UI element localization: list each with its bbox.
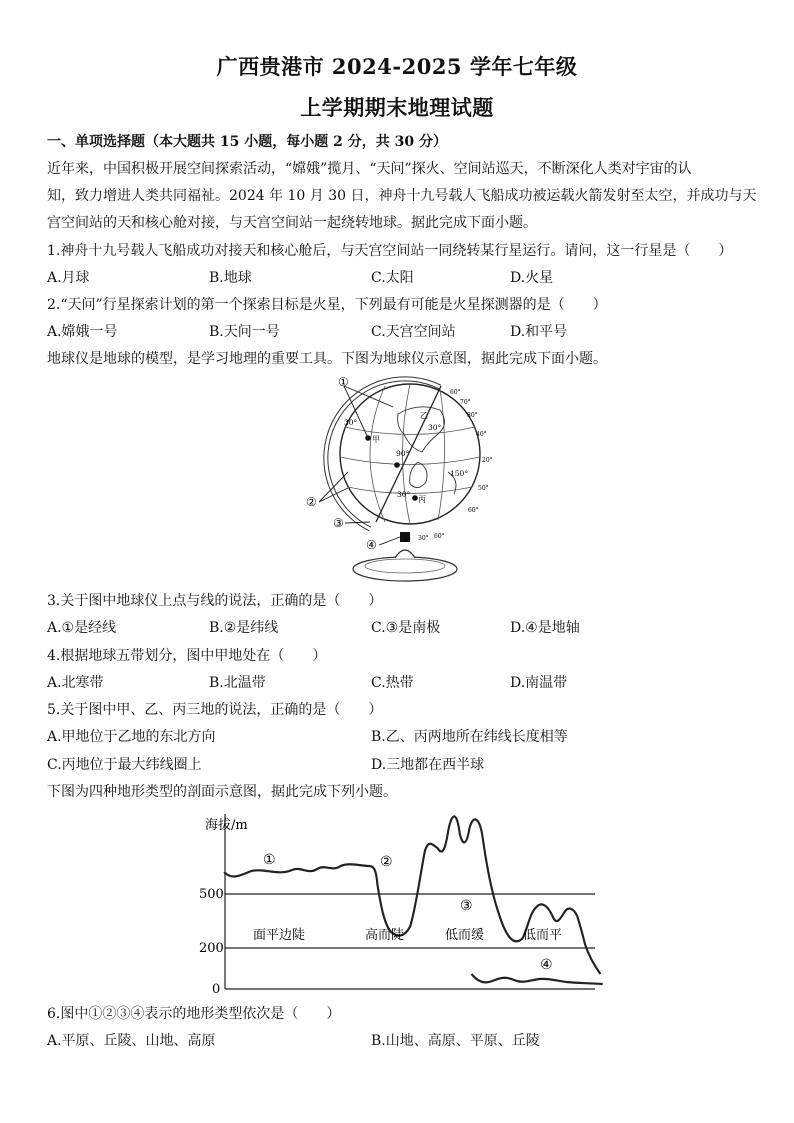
q6-stem: 6.图中①②③④表示的地形类型依次是（ ） (47, 1006, 341, 1022)
section-heading: 一、单项选择题（本大题共 15 小题，每小题 2 分，共 30 分） (47, 134, 447, 150)
intro1-line2: 知，致力增进人类共同福祉。2024 年 10 月 30 日，神舟十九号载人飞船成功被运载火箭发射至太空，并成功与天 (47, 188, 757, 204)
ring-label: 20° (482, 457, 493, 464)
q6-option-a[interactable]: A.平原、丘陵、山地、高原 (47, 1033, 216, 1049)
profile-tick-0: 0 (212, 982, 221, 996)
profile-ylabel: 海拔/m (205, 818, 248, 833)
q5-stem: 5.关于图中甲、乙、丙三地的说法，正确的是（ ） (47, 702, 383, 718)
place-yi: 乙 (420, 411, 428, 420)
ring-label: 70° (460, 399, 471, 406)
globe-label: 30° (397, 490, 411, 499)
place-jia: 甲 (372, 435, 380, 444)
ring-label: 60° (468, 507, 479, 514)
q5-option-b[interactable]: B.乙、丙两地所在纬线长度相等 (371, 729, 568, 745)
profile-tick-500: 500 (199, 887, 224, 902)
profile-type-1: 面平边陡 (253, 928, 306, 943)
ring-label: 50° (478, 485, 489, 492)
intro1-line1: 近年来，中国积极开展空间探索活动，“嫦娥”揽月、“天问”探火、空间站巡天，不断深化人类对宇宙的认 (47, 161, 692, 177)
ring-label: 30° (418, 535, 429, 542)
intro2: 地球仪是地球的模型，是学习地理的重要工具。下图为地球仪示意图，据此完成下面小题。 (47, 351, 607, 367)
q1-stem: 1.神舟十九号载人飞船成功对接天和核心舱后，与天宫空间站一同绕转某行星运行。请问，这一行星是（ ） (47, 243, 733, 259)
q4-option-c[interactable]: C.热带 (371, 675, 414, 691)
q5-option-a[interactable]: A.甲地位于乙地的东北方向 (47, 729, 216, 745)
intro1-line3: 宫空间站的天和核心舱对接，与天宫空间站一起绕转地球。据此完成下面小题。 (47, 215, 537, 231)
ring-label: 60° (450, 389, 461, 396)
profile-tick-200: 200 (199, 941, 224, 956)
q5-option-c[interactable]: C.丙地位于最大纬线圈上 (47, 757, 202, 773)
ring-label: 60° (434, 533, 445, 540)
q2-option-b[interactable]: B.天问一号 (209, 324, 280, 340)
profile-type-4: 低而平 (523, 928, 563, 943)
exam-title-line1: 广西贵港市 2024-2025 学年七年级 (216, 54, 578, 79)
q2-option-d[interactable]: D.和平号 (510, 324, 568, 340)
q1-option-c[interactable]: C.太阳 (371, 270, 414, 286)
q2-option-a[interactable]: A.嫦娥一号 (47, 324, 118, 340)
q2-option-c[interactable]: C.天宫空间站 (371, 324, 456, 340)
q6-option-b[interactable]: B.山地、高原、平原、丘陵 (371, 1033, 540, 1049)
q1-option-d[interactable]: D.火星 (510, 270, 554, 286)
profile-type-2: 高而陡 (365, 928, 405, 943)
globe-marker-2: ② (306, 495, 317, 509)
place-bing: 丙 (418, 495, 426, 504)
q4-option-a[interactable]: A.北寒带 (47, 675, 104, 691)
q2-stem: 2.“天问”行星探索计划的第一个探索目标是火星，下列最有可能是火星探测器的是（ ） (47, 297, 607, 313)
globe-marker-3: ③ (333, 516, 344, 530)
globe-marker-4: ④ (366, 538, 377, 552)
ring-label: 0° (404, 537, 411, 544)
q3-option-b[interactable]: B.②是纬线 (209, 620, 279, 636)
profile-num-4: ④ (540, 957, 553, 973)
terrain-profile (195, 806, 605, 996)
ring-label: 80° (467, 412, 478, 419)
q3-stem: 3.关于图中地球仪上点与线的说法，正确的是（ ） (47, 593, 383, 609)
q3-option-c[interactable]: C.③是南极 (371, 620, 441, 636)
globe-label: 150° (450, 469, 469, 478)
profile-type-3: 低而缓 (445, 928, 485, 943)
q5-option-d[interactable]: D.三地都在西半球 (371, 757, 485, 773)
q3-option-a[interactable]: A.①是经线 (47, 620, 117, 636)
profile-num-2: ② (380, 854, 393, 870)
globe-label: 30° (428, 423, 442, 432)
globe-marker-1: ① (338, 375, 349, 389)
q3-option-d[interactable]: D.④是地轴 (510, 620, 580, 636)
intro3: 下图为四种地形类型的剖面示意图，据此完成下列小题。 (47, 784, 397, 800)
profile-num-1: ① (263, 852, 276, 868)
profile-num-3: ③ (460, 898, 473, 914)
q4-option-d[interactable]: D.南温带 (510, 675, 568, 691)
globe-label: 30° (344, 418, 358, 427)
globe-label: 90° (396, 449, 410, 458)
q4-stem: 4.根据地球五带划分，图中甲地处在（ ） (47, 648, 327, 664)
ring-label: 40° (476, 431, 487, 438)
globe-figure (300, 372, 510, 584)
exam-title-line2: 上学期期末地理试题 (300, 95, 494, 120)
q4-option-b[interactable]: B.北温带 (209, 675, 266, 691)
q1-option-a[interactable]: A.月球 (47, 270, 90, 286)
q1-option-b[interactable]: B.地球 (209, 270, 252, 286)
